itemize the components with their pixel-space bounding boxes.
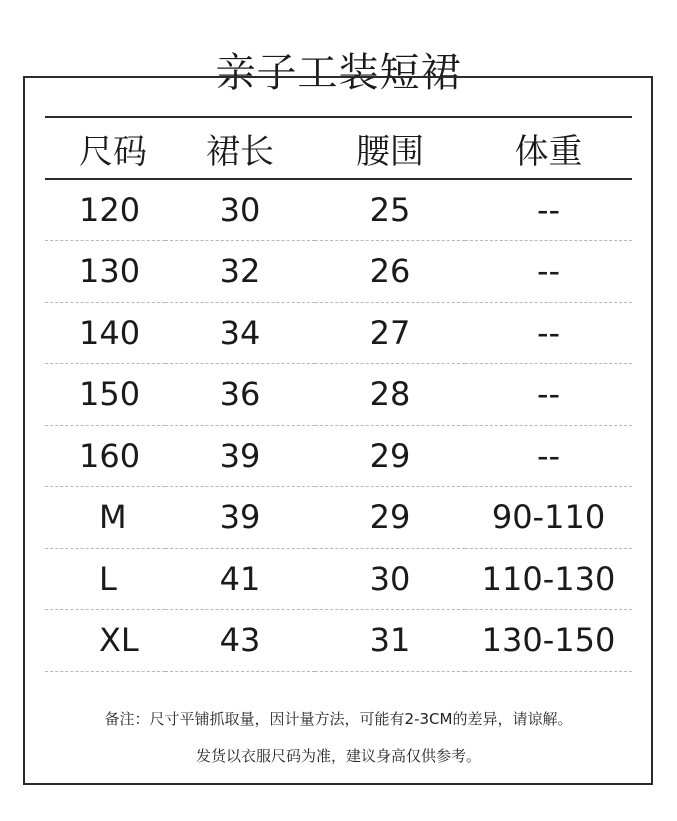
cell-weight: 90-110	[465, 487, 632, 549]
cell-skirt-length: 36	[165, 364, 315, 426]
table-row	[45, 241, 632, 303]
cell-size: 160	[45, 425, 165, 487]
cell-waist: 28	[315, 364, 465, 426]
cell-skirt-length: 30	[165, 179, 315, 241]
table-row	[45, 548, 632, 610]
page-title: 亲子工装短裙	[215, 49, 462, 96]
table-header-row	[45, 117, 632, 179]
size-table	[45, 116, 632, 672]
header-skirt-length: 裙长	[165, 117, 315, 179]
cell-waist: 29	[315, 425, 465, 487]
cell-skirt-length: 41	[165, 548, 315, 610]
cell-skirt-length: 43	[165, 610, 315, 672]
cell-weight: --	[465, 179, 632, 241]
cell-size: 130	[45, 241, 165, 303]
cell-size: XL	[45, 610, 165, 672]
note-shipping: 发货以衣服尺码为准，建议身高仅供参考。	[195, 747, 481, 765]
cell-weight: --	[465, 302, 632, 364]
cell-weight: --	[465, 364, 632, 426]
cell-waist: 25	[315, 179, 465, 241]
cell-waist: 30	[315, 548, 465, 610]
cell-size: 150	[45, 364, 165, 426]
header-size: 尺码	[45, 117, 165, 179]
header-weight: 体重	[465, 117, 632, 179]
header-waist: 腰围	[315, 117, 465, 179]
cell-waist: 27	[315, 302, 465, 364]
table-row	[45, 487, 632, 549]
cell-waist: 26	[315, 241, 465, 303]
cell-skirt-length: 34	[165, 302, 315, 364]
table-row	[45, 610, 632, 672]
note-measurement: 备注：尺寸平铺抓取量，因计量方法，可能有2-3CM的差异，请谅解。	[104, 710, 573, 728]
cell-size: L	[45, 548, 165, 610]
cell-waist: 29	[315, 487, 465, 549]
table-row	[45, 364, 632, 426]
cell-skirt-length: 39	[165, 487, 315, 549]
cell-skirt-length: 32	[165, 241, 315, 303]
cell-waist: 31	[315, 610, 465, 672]
table-row	[45, 179, 632, 241]
cell-weight: --	[465, 425, 632, 487]
cell-skirt-length: 39	[165, 425, 315, 487]
cell-weight: --	[465, 241, 632, 303]
cell-size: 120	[45, 179, 165, 241]
cell-weight: 110-130	[465, 548, 632, 610]
cell-size: M	[45, 487, 165, 549]
cell-size: 140	[45, 302, 165, 364]
table-row	[45, 425, 632, 487]
table-row	[45, 302, 632, 364]
cell-weight: 130-150	[465, 610, 632, 672]
